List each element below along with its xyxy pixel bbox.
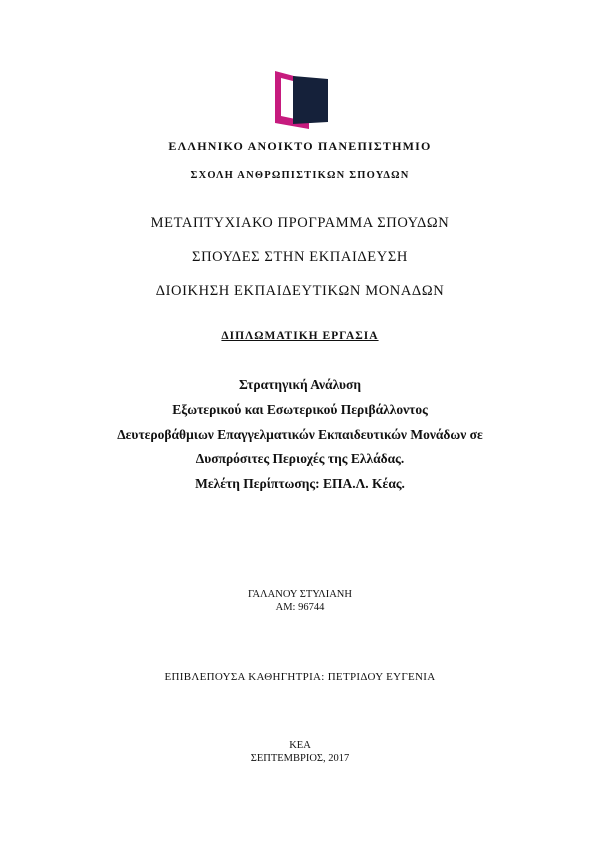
supervisor: ΕΠΙΒΛΕΠΟΥΣΑ ΚΑΘΗΓΗΤΡΙΑ: ΠΕΤΡΙΔΟΥ ΕΥΓΕΝΙΑ bbox=[164, 671, 436, 683]
thesis-title-line-2: Εξωτερικού και Εσωτερικού Περιβάλλοντος bbox=[172, 402, 428, 417]
logo-navy-block bbox=[293, 76, 328, 124]
thesis-label bbox=[0, 330, 600, 342]
place: ΚΕΑ bbox=[289, 740, 311, 751]
thesis-title-line-5: Μελέτη Περίπτωσης: ΕΠΑ.Λ. Κέας. bbox=[195, 476, 405, 491]
program-line-2: ΣΠΟΥΔΕΣ ΣΤΗΝ ΕΚΠΑΙΔΕΥΣΗ bbox=[192, 249, 408, 265]
author-registration-number: ΑΜ: 96744 bbox=[275, 602, 325, 613]
author-name: ΓΑΛΑΝΟΥ ΣΤΥΛΙΑΝΗ bbox=[248, 589, 352, 600]
university-name: ΕΛΛΗΝΙΚΟ ΑΝΟΙΚΤΟ ΠΑΝΕΠΙΣΤΗΜΙΟ bbox=[168, 139, 432, 153]
program-line-1: ΜΕΤΑΠΤΥΧΙΑΚΟ ΠΡΟΓΡΑΜΜΑ ΣΠΟΥΔΩΝ bbox=[150, 215, 450, 231]
school-name: ΣΧΟΛΗ ΑΝΘΡΩΠΙΣΤΙΚΩΝ ΣΠΟΥΔΩΝ bbox=[190, 170, 410, 181]
university-logo-icon bbox=[275, 71, 328, 129]
thesis-label-text: ΔΙΠΛΩΜΑΤΙΚΗ ΕΡΓΑΣΙΑ bbox=[221, 330, 379, 342]
thesis-title-line-4: Δυσπρόσιτες Περιοχές της Ελλάδας. bbox=[195, 451, 405, 466]
thesis-title-line-3: Δευτεροβάθμιων Επαγγελματικών Εκπαιδευτικών Μονάδων σε bbox=[117, 427, 483, 442]
program-line-3: ΔΙΟΙΚΗΣΗ ΕΚΠΑΙΔΕΥΤΙΚΩΝ ΜΟΝΑΔΩΝ bbox=[155, 283, 445, 299]
thesis-title-line-1: Στρατηγική Ανάλυση bbox=[238, 377, 362, 392]
date: ΣΕΠΤΕΜΒΡΙΟΣ, 2017 bbox=[250, 753, 350, 764]
